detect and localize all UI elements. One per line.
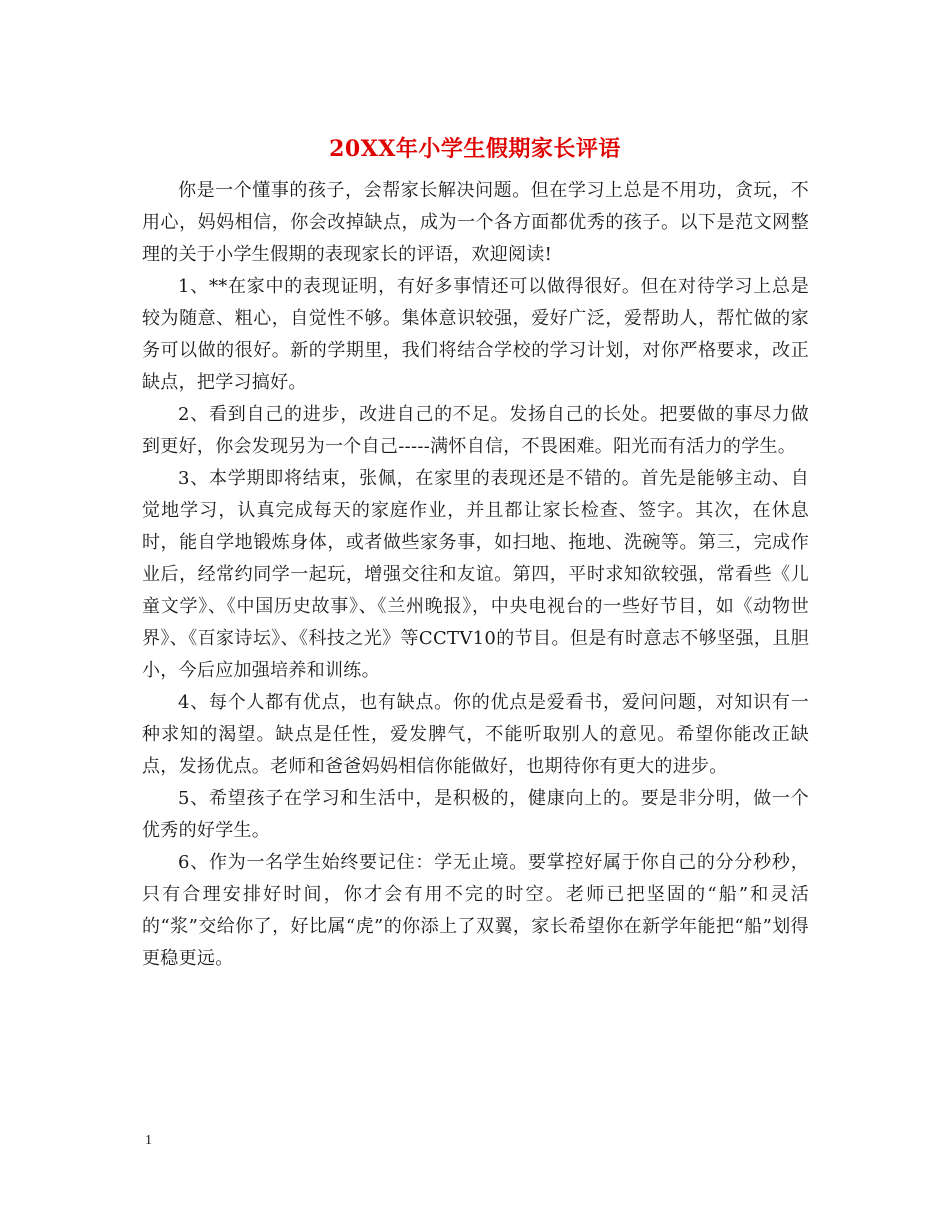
comment-paragraph-3: 3、本学期即将结束，张佩，在家里的表现还是不错的。首先是能够主动、自觉地学习，认真完成每天的家庭作业，并且都让家长检查、签字。其次，在休息时，能自学地锻炼身体，或者做些家务事，如扫地、拖地、洗碗等。第三，完成作业后，经常约同学一起玩，增强交往和友谊。第四，平时求知欲较强，常看些《儿童文学》、《中国历史故事》、《兰州晚报》，中央电视台的一些好节目，如《动物世界》、《百家诗坛》、《科技之光》等CCTV10的节目。但是有时意志不够坚强，且胆小，今后应加强培养和训练。 [142,468,809,681]
intro-paragraph: 你是一个懂事的孩子，会帮家长解决问题。但在学习上总是不用功，贪玩，不用心，妈妈相信，你会改掉缺点，成为一个各方面都优秀的孩子。以下是范文网整理的关于小学生假期的表现家长的评语，欢迎阅读! [142,180,809,265]
comment-paragraph-4: 4、每个人都有优点，也有缺点。你的优点是爱看书，爱问问题，对知识有一种求知的渴望。缺点是任性，爱发脾气，不能听取别人的意见。希望你能改正缺点，发扬优点。老师和爸爸妈妈相信你能做好，也期待你有更大的进步。 [142,692,809,777]
comment-paragraph-5: 5、希望孩子在学习和生活中，是积极的，健康向上的。要是非分明，做一个优秀的好学生。 [142,788,809,841]
document-title: 20XX年小学生假期家长评语 [329,136,621,162]
comment-paragraph-2: 2、看到自己的进步，改进自己的不足。发扬自己的长处。把要做的事尽力做到更好，你会发现另为一个自己-----满怀自信，不畏困难。阳光而有活力的学生。 [142,404,809,457]
document-body [142,175,809,975]
page-number: 1 [145,1133,152,1148]
comment-paragraph-6: 6、作为一名学生始终要记住：学无止境。要掌控好属于你自己的分分秒秒，只有合理安排好时间，你才会有用不完的时空。老师已把坚固的“船”和灵活的“浆”交给你了，好比属“虎”的你添上了双翼，家长希望你在新学年能把“船”划得更稳更远。 [142,852,809,969]
comment-paragraph-1: 1、**在家中的表现证明，有好多事情还可以做得很好。但在对待学习上总是较为随意、粗心，自觉性不够。集体意识较强，爱好广泛，爱帮助人，帮忙做的家务可以做的很好。新的学期里，我们将结合学校的学习计划，对你严格要求，改正缺点，把学习搞好。 [142,276,809,393]
